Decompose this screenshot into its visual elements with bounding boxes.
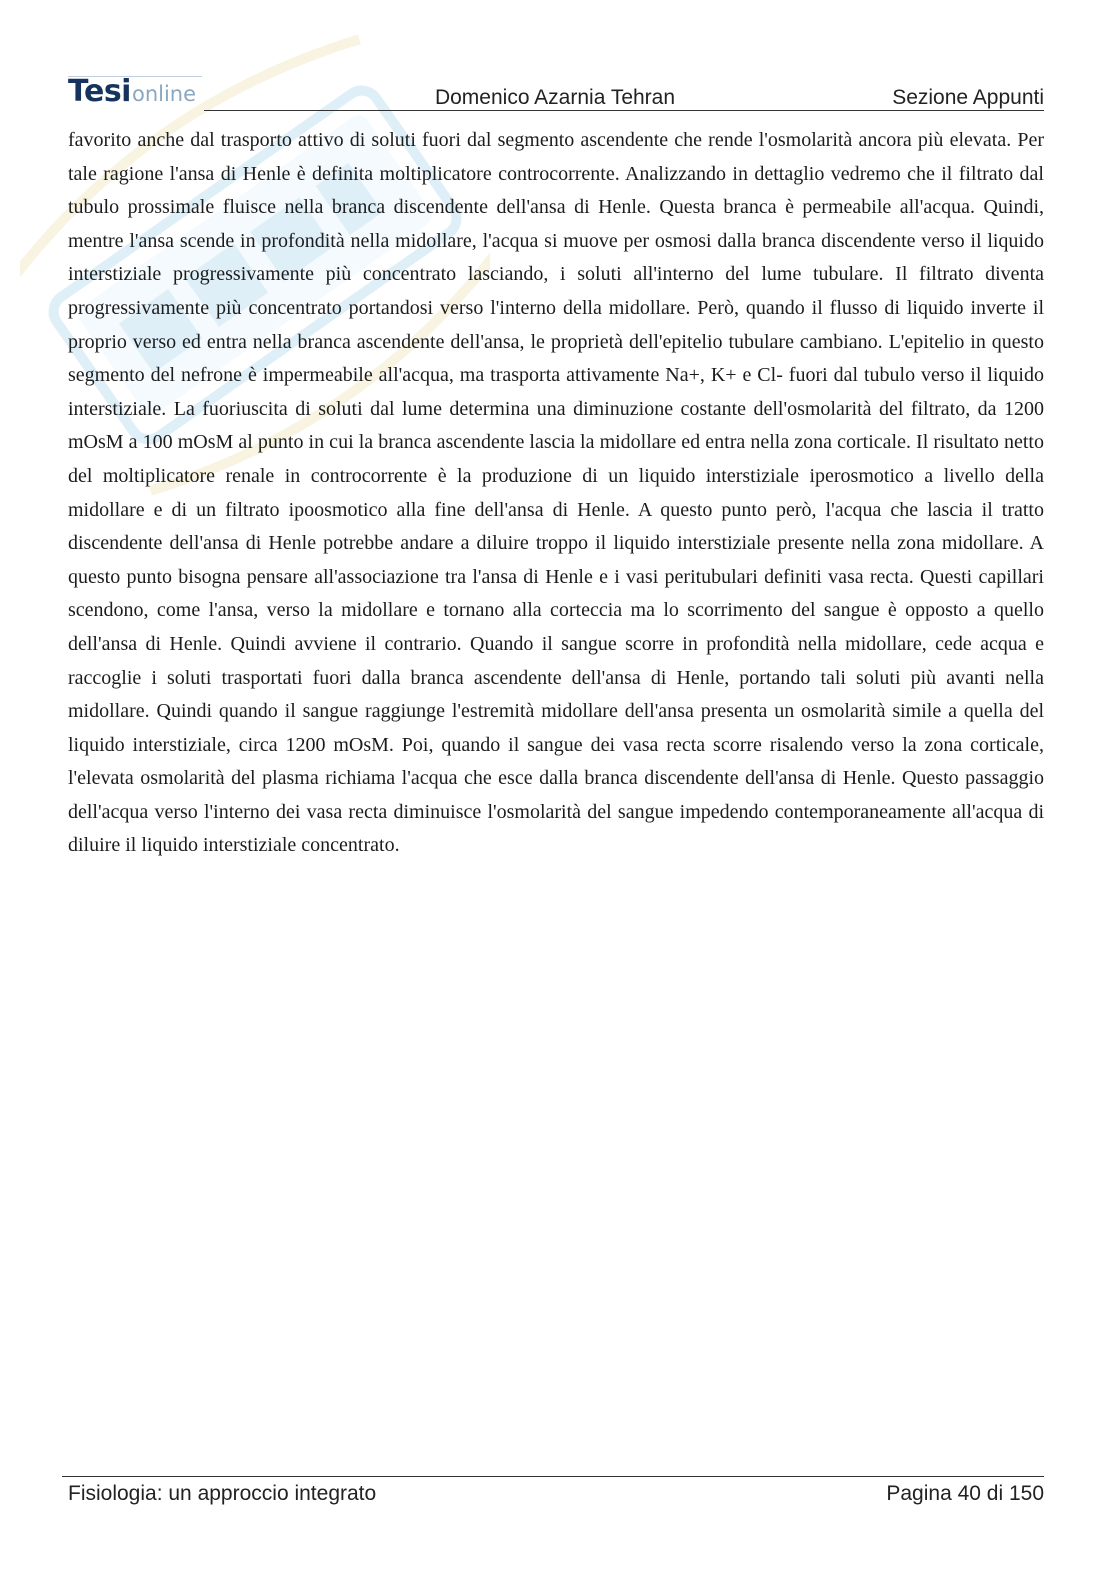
header-divider [204,110,1044,111]
body-paragraph: favorito anche dal trasporto attivo di soluti fuori dal segmento ascendente che rende l'osmolarità ancora più elevata. Per tale ragione l'ansa di Henle è definita moltiplicatore controcorrente. Analizzando in dettaglio vedremo che il filtrato dal tubulo prossimale fluisce nella branca discendente dell'ansa di Henle. Questa branca è permeabile all'acqua. Quindi, mentre l'ansa scende in profondità nella midollare, l'acqua si muove per osmosi dalla branca discendente verso il liquido interstiziale progressivamente più concentrato lasciando, i soluti all'interno del lume tubulare. Il filtrato diventa progressivamente più concentrato portandosi verso l'interno della midollare. Però, quando il flusso di liquido inverte il proprio verso ed entra nella branca ascendente dell'ansa, le proprietà dell'epitelio tubulare cambiano. L'epitelio in questo segmento del nefrone è impermeabile all'acqua, ma trasporta attivamente Na+, K+ e Cl- fuori dal tubulo verso il liquido interstiziale. La fuoriuscita di soluti dal lume determina una diminuzione costante dell'osmolarità del filtrato, da 1200 mOsM a 100 mOsM al punto in cui la branca ascendente lascia la midollare ed entra nella zona corticale. Il risultato netto del moltiplicatore renale in controcorrente è la produzione di un liquido interstiziale iperosmotico a livello della midollare e di un filtrato ipoosmotico alla fine dell'ansa di Henle. A questo punto però, l'acqua che lascia il tratto discendente dell'ansa di Henle potrebbe andare a diluire troppo il liquido interstiziale presente nella zona midollare. A questo punto bisogna pensare all'associazione tra l'ansa di Henle e i vasi peritubulari definiti vasa recta. Questi capillari scendono, come l'ansa, verso la midollare e tornano alla corteccia ma lo scorrimento del sangue è opposto a quello dell'ansa di Henle. Quindi avviene il contrario. Quando il sangue scorre in profondità nella midollare, cede acqua e raccoglie i soluti trasportati fuori dalla branca ascendente dell'ansa di Henle, portando tali soluti più avanti nella midollare. Quindi quando il sangue raggiunge l'estremità midollare dell'ansa presenta un osmolarità simile a quella del liquido interstiziale, circa 1200 mOsM. Poi, quando il sangue dei vasa recta scorre risalendo verso la zona corticale, l'elevata osmolarità del plasma richiama l'acqua che esce dalla branca discendente dell'ansa di Henle. Questo passaggio dell'acqua verso l'interno dei vasa recta diminuisce l'osmolarità del sangue impedendo contemporaneamente all'acqua di diluire il liquido interstiziale concentrato. [68,129,1044,857]
logo-sub: online [131,82,197,106]
tesionline-logo [68,74,196,110]
footer-page-number: Pagina 40 di 150 [886,1482,1044,1505]
footer-book-title: Fisiologia: un approccio integrato [68,1482,377,1505]
footer-divider [62,1476,1044,1477]
logo-main: Tesi [68,74,131,109]
header-author: Domenico Azarnia Tehran [434,86,676,109]
header-section: Sezione Appunti [892,86,1044,109]
